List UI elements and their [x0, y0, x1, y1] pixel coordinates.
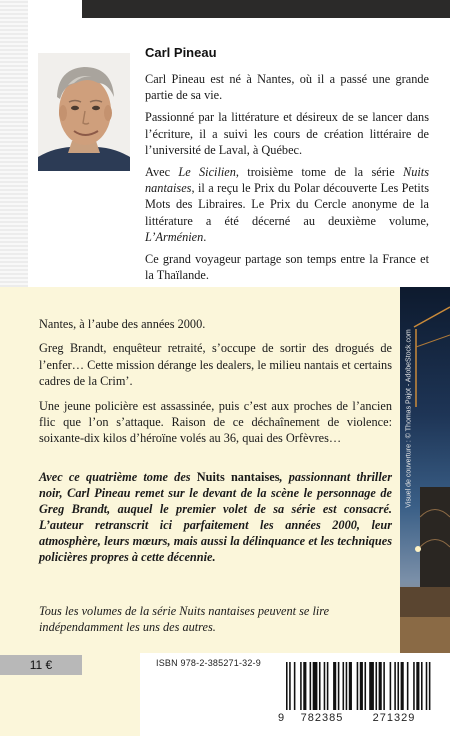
bio-text: , troisième tome de la série	[235, 165, 404, 180]
bio-text: .	[203, 229, 207, 244]
bio-paragraph: Ce grand voyageur partage son temps entre la France et la Thaïlande.	[145, 252, 429, 283]
tagline-text: , passionnant thriller noir, Carl Pineau remet sur le devant de la scène le personnage de Greg Brandt, auquel le premier volet de sa série est consacré. L’auteur retranscrit ici parfaitement les années 2000, leur atmosphère, leurs mœurs, mais aussi la délinquance et les techniques policières propres à cette décennie.	[39, 470, 393, 564]
synopsis-text	[39, 316, 392, 455]
barcode-digits-left: 782385	[300, 712, 344, 724]
photo-credit	[401, 288, 417, 548]
synopsis-paragraph: Nantes, à l’aube des années 2000.	[39, 317, 206, 331]
series-title: Nuits nantaises	[196, 470, 280, 484]
synopsis-paragraph: Greg Brandt, enquêteur retraité, s’occupe de sortir des drogués de l’enfer… Cette mission dérange les dealers, le milieu nantais et certains cadres de la Crim’.	[39, 341, 392, 389]
bio-text: Avec	[145, 165, 179, 180]
publisher-tagline	[39, 469, 392, 565]
series-note: Tous les volumes de la série Nuits nantaises peuvent se lire indépendamment les uns des autres.	[39, 604, 330, 634]
photo-credit-text: Visuel de couverture : © Thomas Pajot - AdobeStock.com	[405, 328, 413, 508]
tagline-text: Avec ce quatrième tome des	[39, 470, 197, 484]
bio-paragraph: Passionné par la littérature et désireux de se lancer dans l’écriture, il a suivi les cours de création littéraire de l’université de Laval, à Québec.	[145, 110, 429, 157]
barcode-lead-digit: 9	[278, 712, 285, 724]
author-name: Carl Pineau	[145, 45, 217, 60]
author-biography	[145, 71, 429, 289]
price-tag: 11 €	[0, 655, 82, 675]
synopsis-paragraph: Une jeune policière est assassinée, puis c’est aux proches de l’ancien flic que l’on s’attaque. Raison de ce déchaînement de violence: soixante-dix kilos d’héroïne volés au 36, quai des Orfèvres…	[39, 398, 392, 446]
bio-paragraph-awards	[145, 164, 429, 245]
top-dark-band	[82, 0, 450, 18]
barcode-digits-right: 271329	[372, 712, 416, 724]
isbn-label: ISBN 978-2-385271-32-9	[156, 658, 261, 668]
book-title: L’Arménien	[145, 229, 204, 244]
bio-text: , il a reçu le Prix du Polar découverte Les Petits Mots des Libraires. Le Prix du Cercle anonyme de la littérature a été décerné au deuxième volume,	[145, 181, 429, 228]
series-title: Nuits nantaises	[145, 165, 430, 196]
author-portrait	[38, 53, 130, 171]
isbn-barcode	[286, 662, 432, 710]
bio-paragraph: Carl Pineau est né à Nantes, où il a passé une grande partie de sa vie.	[145, 72, 429, 103]
book-title: Le Sicilien	[178, 165, 236, 180]
left-decorative-strip	[0, 0, 28, 287]
